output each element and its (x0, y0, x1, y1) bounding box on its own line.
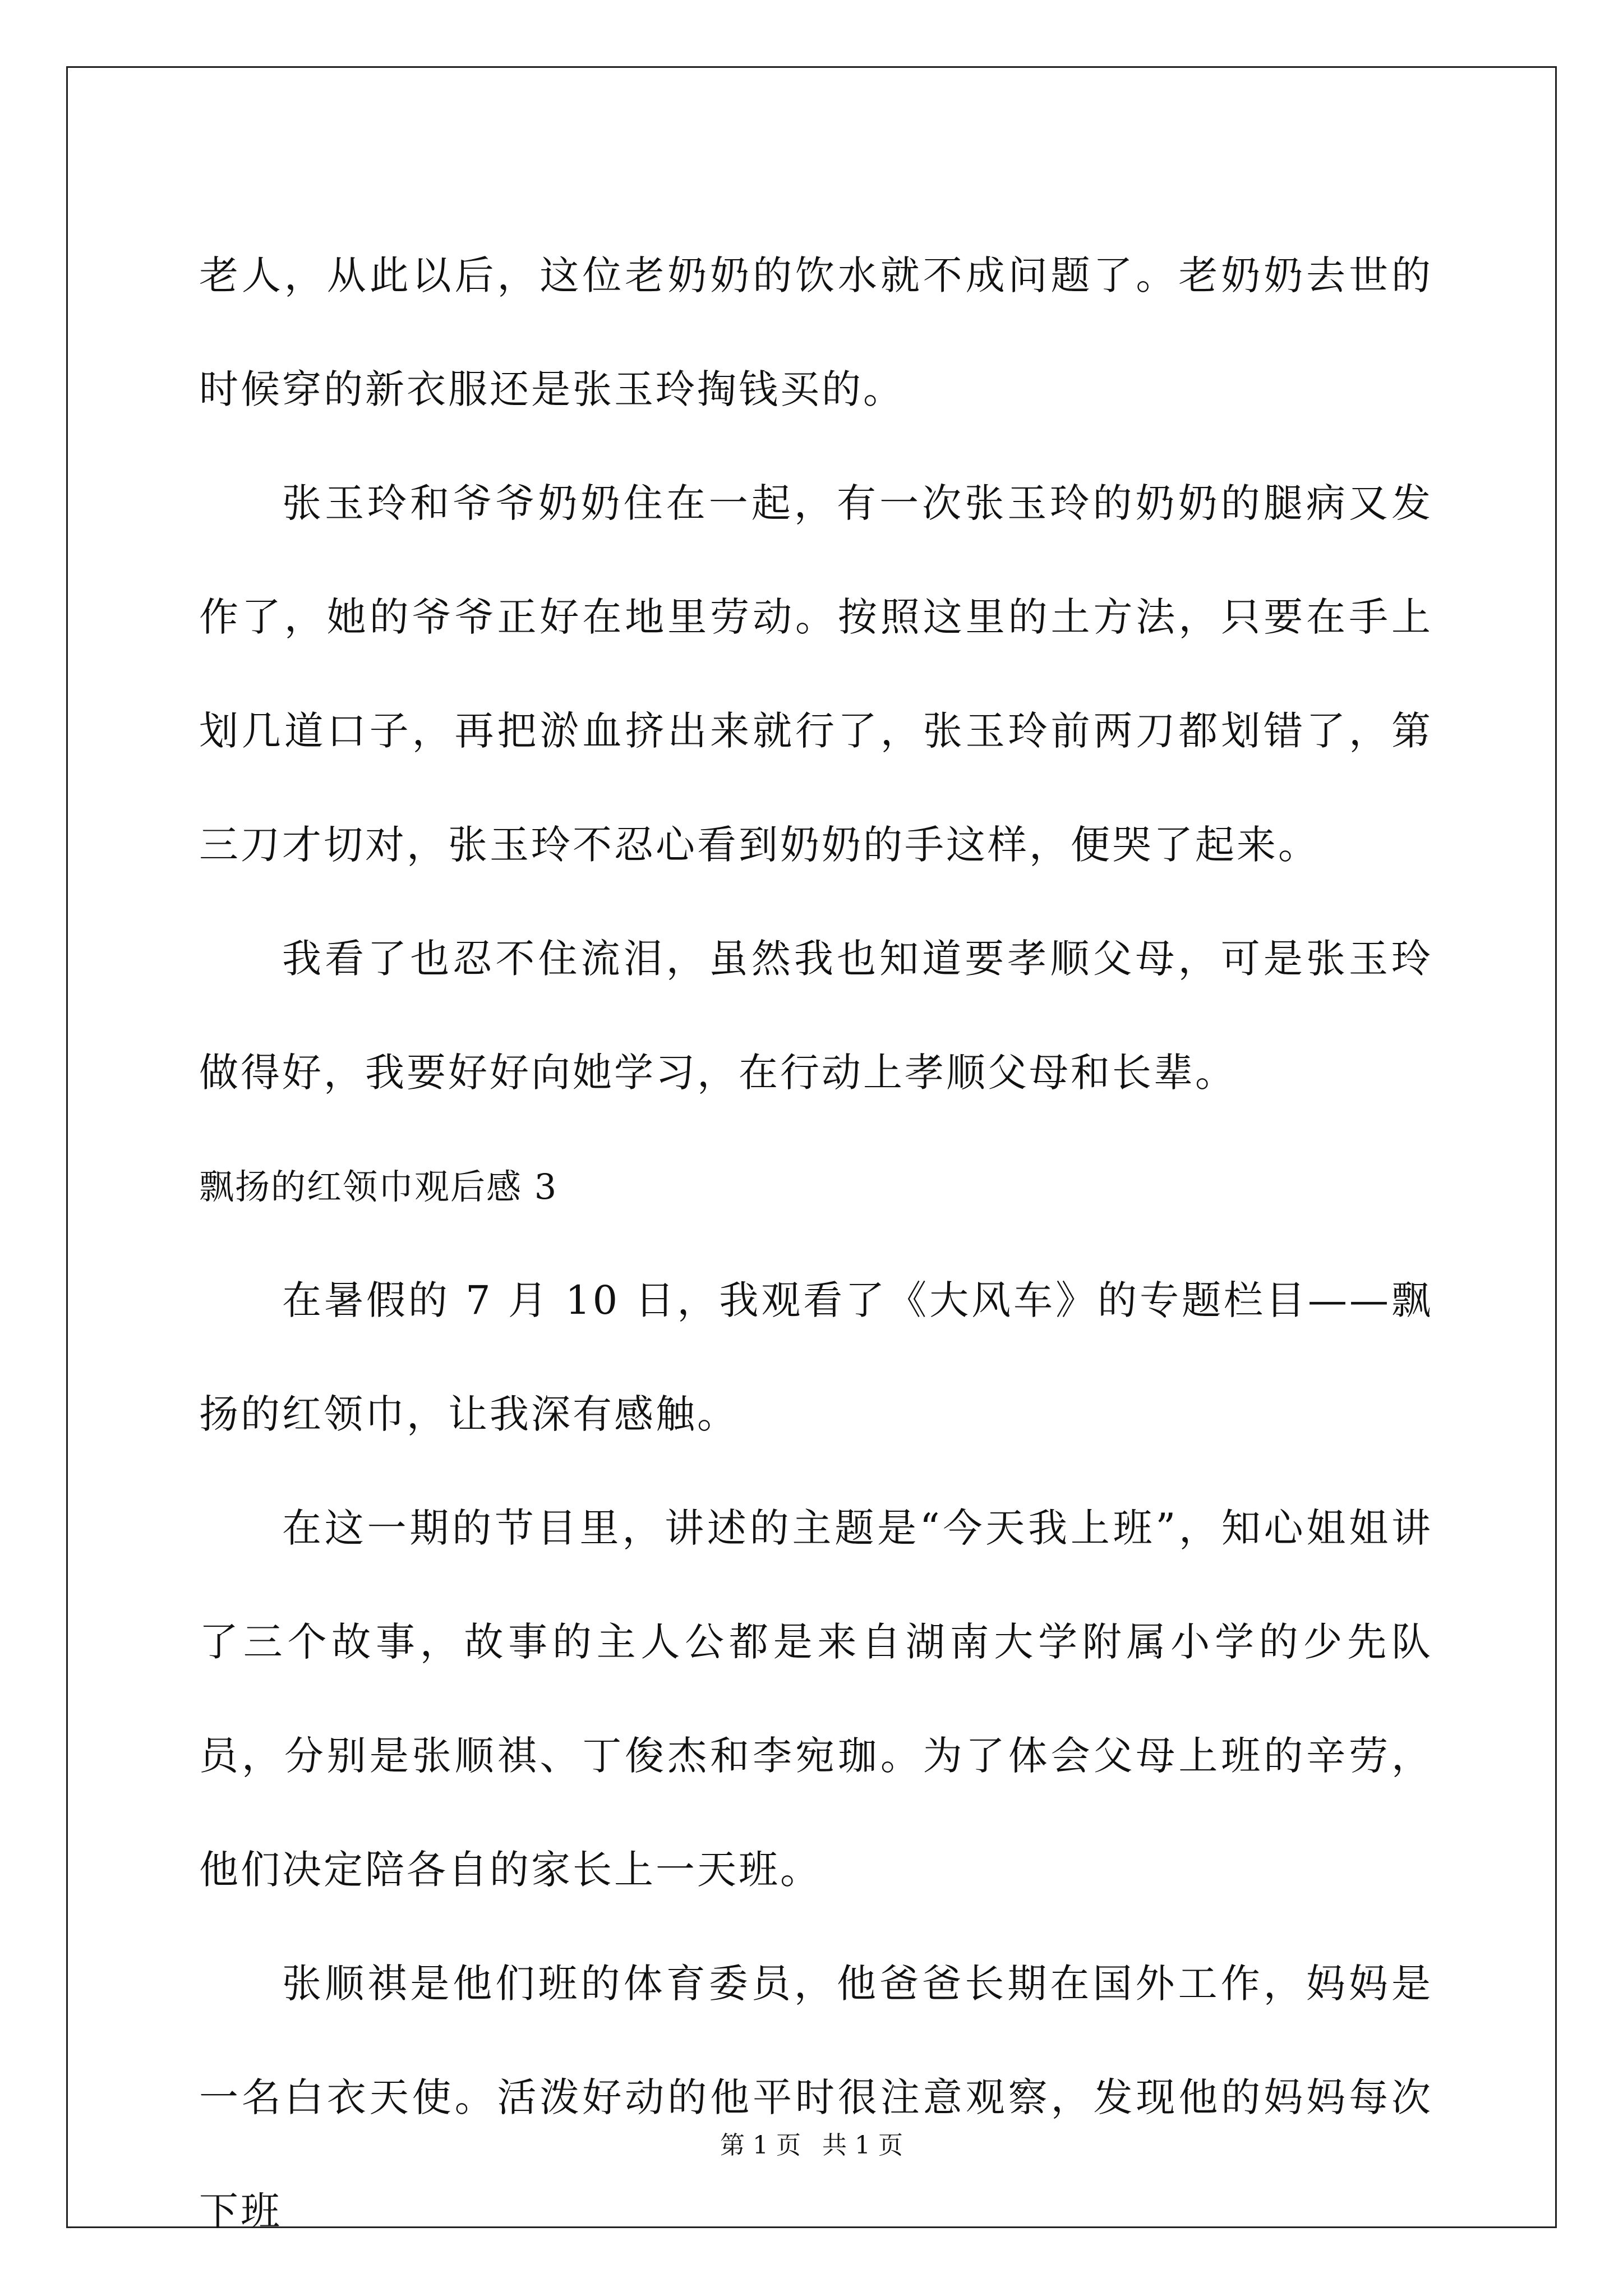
paragraph-1: 老人，从此以后，这位老奶奶的饮水就不成问题了。老奶奶去世的时候穿的新衣服还是张玉玲掏钱买的。 (199, 252, 1433, 412)
section-heading: 飘扬的红领巾观后感 3 (199, 1166, 558, 1207)
paragraph-5: 在这一期的节目里，讲述的主题是“今天我上班”，知心姐姐讲了三个故事，故事的主人公都是来自湖南大学附属小学的少先队员，分别是张顺祺、丁俊杰和李宛珈。为了体会父母上班的辛劳，他们决定陪各自的家长上一天班。 (199, 1505, 1433, 1893)
document-body (199, 219, 1433, 2269)
paragraph-6: 张顺祺是他们班的体育委员，他爸爸长期在国外工作，妈妈是一名白衣天使。活泼好动的他平时很注意观察，发现他的妈妈每次下班 (199, 1961, 1433, 2234)
paragraph-2: 张玉玲和爷爷奶奶住在一起，有一次张玉玲的奶奶的腿病又发作了，她的爷爷正好在地里劳动。按照这里的土方法，只要在手上划几道口子，再把淤血挤出来就行了，张玉玲前两刀都划错了，第三刀才切对，张玉玲不忍心看到奶奶的手这样，便哭了起来。 (199, 480, 1433, 868)
paragraph-4: 在暑假的 7 月 10 日，我观看了《大风车》的专题栏目——飘扬的红领巾，让我深有感触。 (199, 1277, 1433, 1437)
page-footer (0, 2129, 1623, 2162)
page-number: 第 1 页 (720, 2131, 801, 2160)
paragraph-3: 我看了也忍不住流泪，虽然我也知道要孝顺父母，可是张玉玲做得好，我要好好向她学习，在行动上孝顺父母和长辈。 (199, 936, 1433, 1096)
page-total: 共 1 页 (822, 2131, 903, 2160)
